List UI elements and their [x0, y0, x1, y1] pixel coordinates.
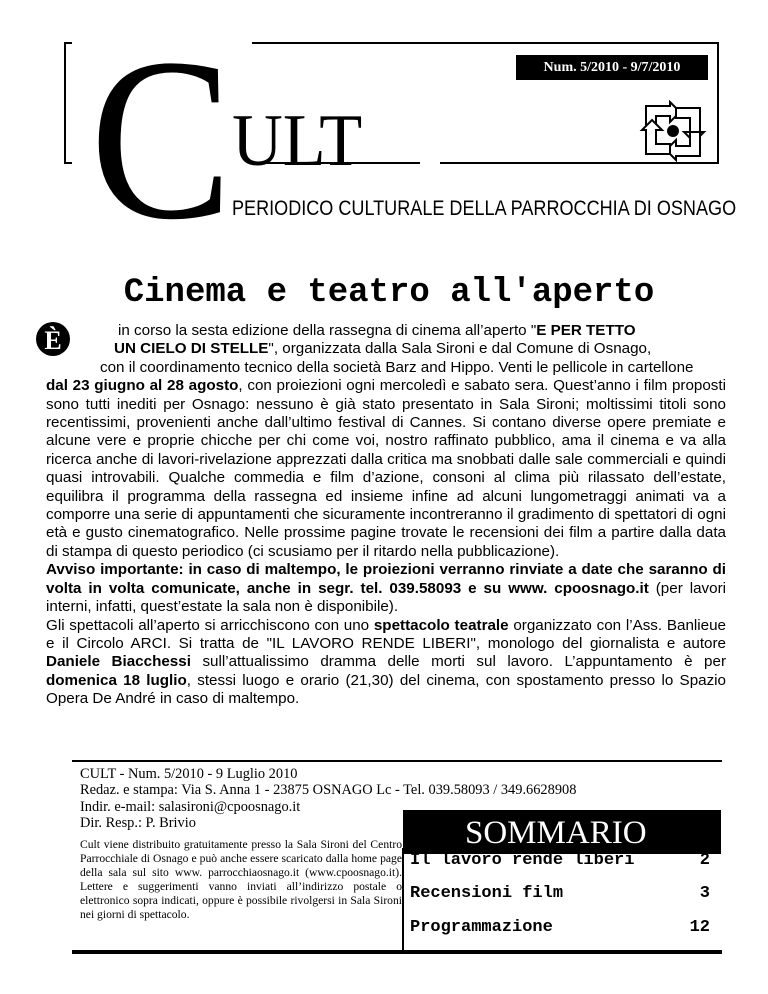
toc-item-page: 12 — [689, 918, 710, 937]
parish-logo-icon — [638, 100, 708, 162]
toc-item-page: 3 — [699, 884, 710, 903]
colophon-line: CULT - Num. 5/2010 - 9 Luglio 2010 — [80, 766, 298, 782]
article-paragraph-1: in corso la sesta edizione della rassegna di cinema all’aperto "E PER TETTO UN CIELO DI STELLE", organizzata dalla Sala Sironi e dal Comune di Osnago, con il coordinamento tecnico della società Barz and Hippo. Venti le pellicole in cartellone dal 23 giugno al 28 agosto, con proiezioni ogni mercoledì e sabato sera. Quest’anno i film proposti sono tutti inediti per Osnago: nessuno è già stato presentato in Sala Sironi; moltissimi titoli sono recentissimi, provenienti anche dall’ultimo festival di Cannes. Si contano diverse opere premiate e alcune vere e proprie chicche per chi come voi, nostro raffinato pubblico, ama il cinema e va alla ricerca anche di lavori-rivelazione apprezzati dalla critica ma snobbati dalle sale commerciali e quindi quasi introvabili. Qualche commedia e film d’azione, consoni al clima più rilassato dell’estate, equilibra il programma della rassegna ed insieme infine ad alcuni lungometraggi animati va a comporre una serie di appuntamenti che sicuramente incontreranno il gradimento di spettatori di ogni età e gusto cinematografico. Nelle prossime pagine trovate le recensioni dei film a partire dalla data di stampa di questo periodico (ci scusiamo per il ritardo nella pubblicazione). — [46, 322, 726, 560]
colophon-email: Indir. e-mail: salasironi@cpoosnago.it — [80, 798, 301, 815]
masthead-frame-left — [64, 42, 66, 164]
bottom-rule — [72, 950, 722, 954]
masthead-letters-ult: ULT — [232, 100, 363, 182]
masthead-letter-c: C — [90, 11, 229, 268]
sommario-title: SOMMARIO — [403, 810, 721, 854]
masthead-subtitle: PERIODICO CULTURALE DELLA PARROCCHIA DI OSNAGO — [232, 197, 737, 220]
toc-item-title: Programmazione — [410, 918, 553, 937]
dropcap: È — [36, 322, 70, 356]
article-paragraph-2: Avviso importante: in caso di maltempo, le proiezioni verranno rinviate a date che saranno di volta in volta comunicate, anche in segr. tel. 039.58093 e su www. cpoosnago.it (per lavori interni, infatti, quest’estate la sala non è disponibile). — [46, 561, 727, 616]
headline: Cinema e teatro all'aperto — [123, 274, 655, 312]
article-paragraph-3: Gli spettacoli all’aperto si arricchiscono con uno spettacolo teatrale organizzato con l’Ass. Banlieue e il Circolo ARCI. Si tratta de "IL LAVORO RENDE LIBERI", monologo del giornalista e autore Daniele Biacchessi sull’attualissimo dramma delle morti sul lavoro. L’appuntamento è per domenica 18 luglio, stessi luogo e orario (21,30) del cinema, con spostamento presso lo Spazio Opera De André in caso di maltempo. — [46, 616, 727, 708]
article-body — [46, 322, 726, 709]
colophon-director: Dir. Resp.: P. Brivio — [80, 814, 196, 831]
toc-item-title: Il lavoro rende liberi — [410, 851, 635, 870]
toc-item-page: 2 — [699, 851, 710, 870]
sommario-border — [402, 848, 404, 950]
issue-badge: Num. 5/2010 - 9/7/2010 — [516, 55, 708, 80]
toc-item-title: Recensioni film — [410, 884, 564, 903]
distribution-note: Cult viene distribuito gratuitamente presso la Sala Sironi del Centro Parrocchiale di Osnago e può anche essere scaricato dalla home page della sala sul sito www. parrocchiaosnago.it (www.cpoosnago.it). Lettere e suggerimenti vanno inviati all’indirizzo postale o elettronico sopra indicati, oppure è possibile rivolgersi in Sala Sironi nei giorni di spettacolo. — [80, 838, 402, 921]
divider-rule — [72, 760, 722, 762]
colophon-line: Redaz. e stampa: Via S. Anna 1 - 23875 OSNAGO Lc - Tel. 039.58093 / 349.6628908 — [80, 782, 577, 799]
masthead-frame-right — [717, 42, 719, 164]
masthead-gap — [420, 156, 440, 168]
